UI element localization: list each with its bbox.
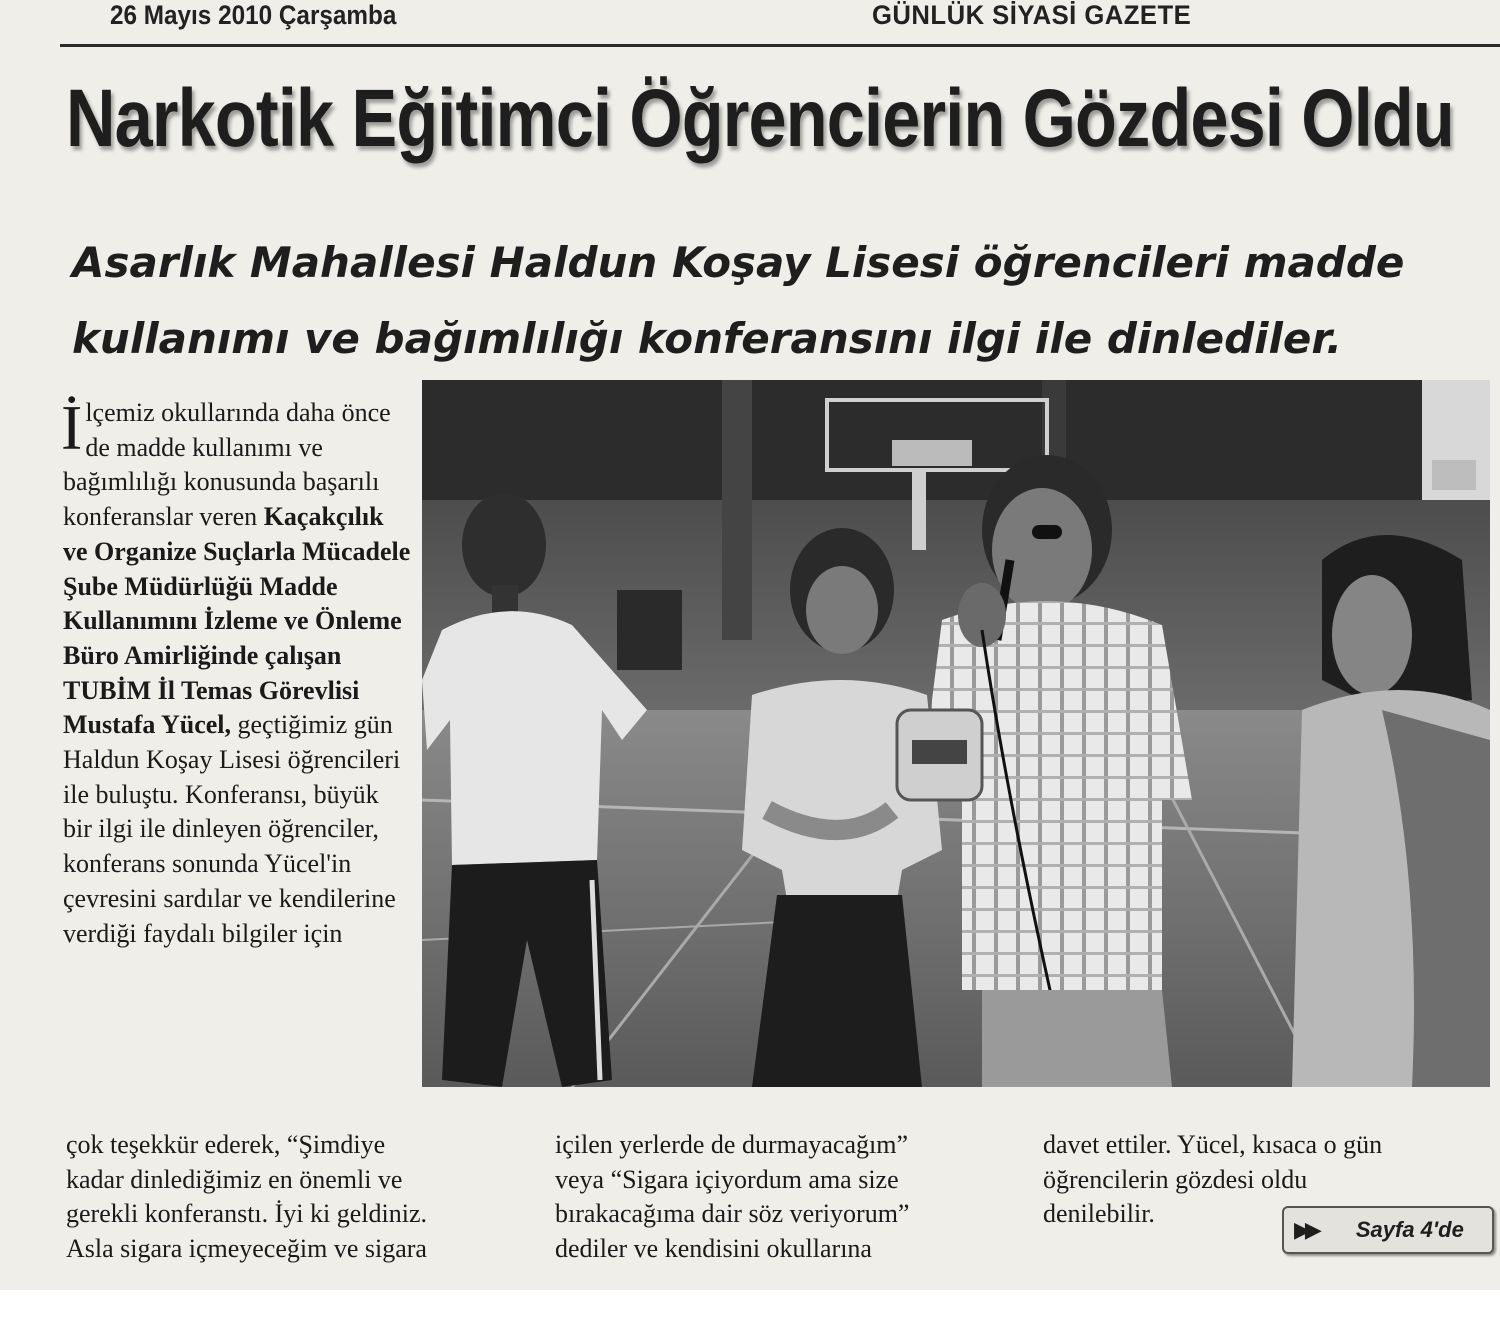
text-line: dediler ve kendisini okullarına: [555, 1234, 872, 1264]
text-line: gerekli konferanstı. İyi ki geldiniz.: [66, 1199, 428, 1229]
drop-cap: İ: [61, 392, 83, 463]
header-rule: [60, 44, 1500, 47]
lead-text-1: lçemiz okullarında daha önce de madde kullanımı ve bağımlılığı konusunda başarılı konferanslar veren: [63, 398, 391, 532]
text-line: kadar dinlediğimiz en önemli ve: [66, 1164, 403, 1194]
article-headline: Narkotik Eğitimci Öğrencierin Gözdesi Oldu: [66, 73, 1454, 164]
article-body-column: [61, 392, 413, 951]
text-line: bırakacağıma dair söz veriyorum”: [555, 1199, 910, 1229]
article-photo: [422, 380, 1490, 1087]
article-column-middle: [555, 1128, 985, 1267]
continued-label: Sayfa 4'de: [1355, 1217, 1464, 1242]
lead-bold-text: Kaçakçılık ve Organize Suçlarla Mücadele Şube Müdürlüğü Madde Kullanımını İzleme ve Önleme Büro Amirliğinde çalışan TUBİM İl Temas Görevlisi Mustafa Yücel,: [63, 502, 411, 740]
text-line: içilen yerlerde de durmayacağım”: [555, 1130, 908, 1159]
issue-date: 26 Mayıs 2010 Çarşamba: [110, 0, 397, 30]
newspaper-name: GÜNLÜK SİYASİ GAZETE: [872, 0, 1192, 30]
article-lead-paragraph: [61, 392, 413, 951]
continued-on-page-box: [1282, 1206, 1494, 1254]
scan-margin: [0, 1290, 1500, 1320]
subhead-line-1: Asarlık Mahallesi Haldun Koşay Lisesi öğrencileri madde: [72, 238, 1405, 287]
text-line: davet ettiler. Yücel, kısaca o gün: [1043, 1130, 1383, 1159]
text-line: veya “Sigara içiyordum ama size: [555, 1164, 899, 1194]
text-line: çok teşekkür ederek, “Şimdiye: [66, 1130, 386, 1159]
double-arrow-icon: ▶▶: [1294, 1217, 1316, 1243]
text-line: denilebilir.: [1043, 1199, 1155, 1229]
article-column-continued-left: [66, 1128, 516, 1267]
lead-text-2: geçtiğimiz gün Haldun Koşay Lisesi öğrencileri ile buluştu. Konferansı, büyük bir ilgi ile dinleyen öğrenciler, konferans sonunda Yücel'in çevresini sardılar ve kendilerine verdiği faydalı bilgiler için: [63, 710, 401, 948]
subhead-line-2: kullanımı ve bağımlılığı konferansını ilgi ile dinlediler.: [72, 314, 1343, 363]
text-line: öğrencilerin gözdesi oldu: [1043, 1164, 1308, 1194]
text-line: Asla sigara içmeyeceğim ve sigara: [66, 1234, 427, 1264]
